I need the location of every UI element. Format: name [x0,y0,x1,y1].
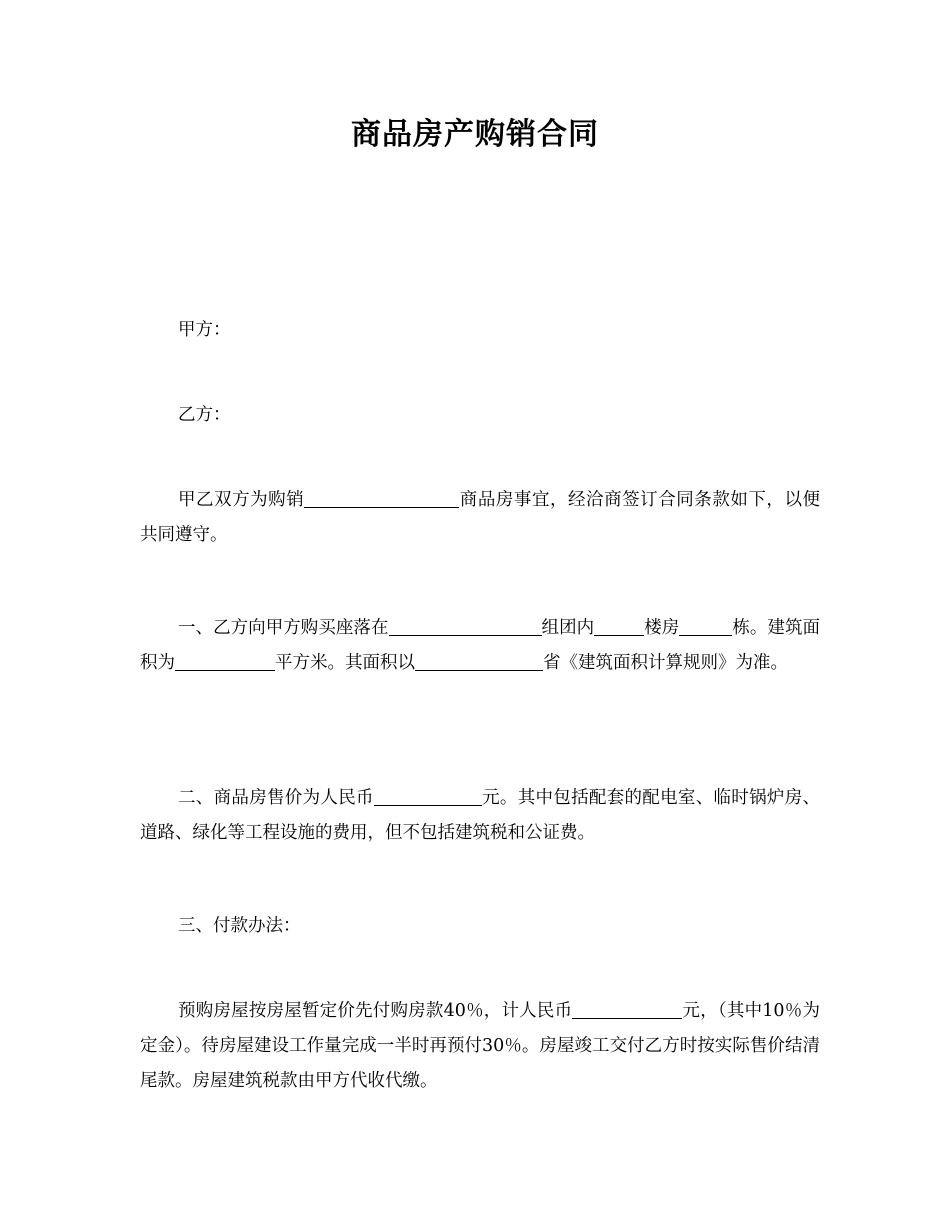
party-b-label: 乙方： [178,405,231,425]
prepayment-blank [572,998,682,1019]
clause-1-text-6: 省《建筑面积计算规则》为准。 [543,653,788,673]
clause-1-text-5: 平方米。其面积以 [275,653,415,673]
payment-text-1: 预购房屋按房屋暂定价先付购房款40％，计人民币 [178,1001,573,1021]
clause-1-text-4: 栋。建筑面积为 [140,618,821,673]
party-a-line [140,313,820,348]
party-b-line [140,398,820,433]
clause-1-text-2: 组团内 [541,618,595,638]
building-type-blank [594,615,644,636]
building-count-blank [679,615,732,636]
payment-text-2: 元，（其中10％为定金）。待房屋建设工作量完成一半时再预付30％。房屋竣工交付乙方时按实际售价结清尾款。房屋建筑税款由甲方代收代缴。 [140,1001,820,1091]
clause-1-text-3: 楼房 [644,618,680,638]
clause-3-heading [140,909,820,944]
location-blank [389,615,542,636]
clause-2-text-2: 元。其中包括配套的配电室、临时锅炉房、道路、绿化等工程设施的费用，但不包括建筑税和公证费。 [140,788,821,843]
document-title: 商品房产购销合同 [351,117,599,152]
product-blank [304,487,459,508]
payment-paragraph [140,994,820,1099]
clause-2-text-1: 二、商品房售价为人民币 [178,788,374,808]
clause-2-paragraph [140,781,820,851]
province-blank [415,650,543,671]
intro-text-2: 商品房事宜，经洽商签订合同条款如下，以便共同遵守。 [140,490,821,545]
intro-text-1: 甲乙双方为购销 [178,490,305,510]
clause-1-paragraph [140,611,820,681]
area-blank [175,650,275,671]
party-a-label: 甲方： [178,320,231,340]
intro-paragraph [140,483,820,553]
clause-1-text-1: 一、乙方向甲方购买座落在 [178,618,389,638]
price-blank [374,785,482,806]
clause-3-heading-text: 三、付款办法： [178,916,301,936]
